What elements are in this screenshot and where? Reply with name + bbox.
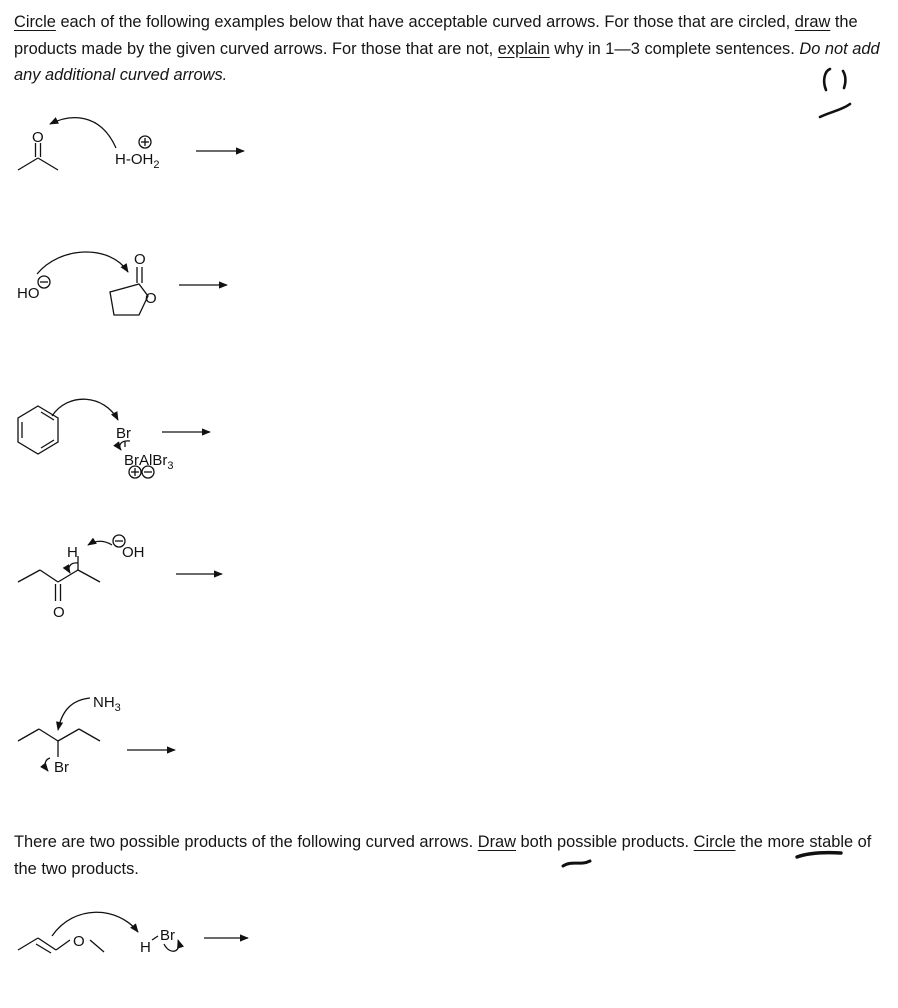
draw-underline-mark — [563, 861, 590, 866]
reaction-2 — [37, 252, 227, 315]
hydroxide-label-4: OH — [122, 544, 145, 561]
second-text-1: There are two possible products of the following curved arrows. — [14, 833, 474, 851]
hydroxide-label: HO — [17, 285, 40, 302]
lactone-ring-o-label: O — [145, 290, 157, 307]
second-text-3: the more stable of the two products. — [14, 833, 872, 878]
hydronium-label: $H-OH_2$ — [115, 151, 160, 171]
lewis-acid-label: BrAlBr$_3$ — [124, 452, 174, 472]
bromine-label: Br — [116, 425, 131, 442]
circle-underline-mark — [797, 853, 841, 857]
ketone-o-label: O — [32, 129, 44, 146]
ether-o-label: O — [73, 933, 85, 950]
second-text-2: both possible products. — [515, 833, 690, 851]
explain-keyword: explain — [497, 39, 550, 58]
instructions-text-2: the products made by the given curved arrows. For those that are not, — [14, 13, 858, 58]
instructions-text-3: why in 1—3 complete sentences. — [549, 39, 795, 58]
reaction-4 — [18, 535, 222, 601]
circle-keyword-2: Circle — [693, 833, 736, 851]
leaving-bromine-label: Br — [54, 759, 69, 776]
instructions-text-1: each of the following examples below that have acceptable curved arrows. For those that are circled, — [55, 13, 791, 31]
reaction-6 — [18, 912, 248, 953]
circle-keyword: Circle — [14, 13, 56, 31]
alpha-hydrogen-label: H — [67, 544, 78, 561]
draw-keyword: draw — [794, 13, 831, 31]
draw-keyword-2: Draw — [477, 833, 516, 851]
hbr-hydrogen-label: H — [140, 939, 151, 956]
ammonia-label: $NH_3$ — [93, 694, 121, 714]
reaction-3 — [18, 399, 210, 478]
no-extra-arrows-note: Do not add any additional curved arrows. — [14, 39, 880, 84]
hbr-bromine-label: Br — [160, 927, 175, 944]
lactone-carbonyl-o-label: O — [134, 251, 146, 268]
ketone-o-label-4: O — [53, 604, 65, 621]
handwritten-mark-top — [820, 69, 850, 117]
